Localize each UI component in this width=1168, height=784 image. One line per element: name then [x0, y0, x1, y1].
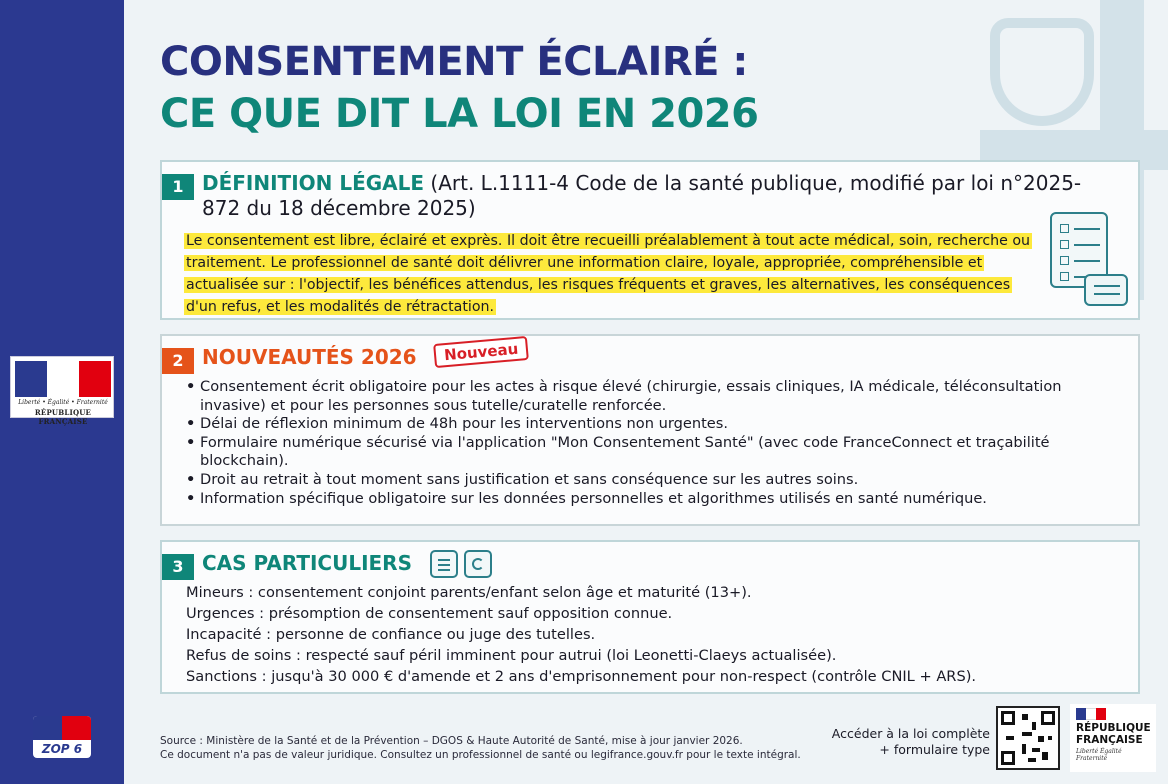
list-item: • Formulaire numérique sécurisé via l'application "Mon Consentement Santé" (avec code FranceConnect et traçabilité blockchain).: [186, 434, 1130, 471]
section-number: 3: [162, 554, 194, 580]
cases-list: [186, 582, 1126, 687]
access-line-2: + formulaire type: [879, 742, 990, 757]
refresh-icon: [464, 550, 492, 578]
section-number: 1: [162, 174, 194, 200]
rf-name: [1076, 722, 1156, 746]
nouveau-stamp: Nouveau: [433, 336, 529, 368]
title-line-2: CE QUE DIT LA LOI EN 2026: [160, 91, 759, 137]
nouveautes-list: [186, 378, 1130, 508]
section-icons: [430, 550, 492, 578]
marianne-flag-icon: [1076, 708, 1106, 720]
background-shield-icon: [990, 18, 1094, 126]
sidebar: [0, 0, 124, 784]
list-item: • Consentement écrit obligatoire pour les actes à risque élevé (chirurgie, essais cliniques, IA médicale, téléconsultation invasive) et pour les personnes sous tutelle/curatelle renforcée.: [186, 378, 1130, 415]
section-definition: [160, 160, 1140, 320]
list-item: Refus de soins : respecté sauf péril imminent pour autrui (loi Leonetti-Claeys actualisée).: [186, 647, 837, 664]
badge-text: ZOP 6: [41, 742, 83, 756]
document-icon: [430, 550, 458, 578]
flag-swoosh-icon: [33, 716, 91, 740]
section-nouveautes: [160, 334, 1140, 526]
rf-motto: Liberté Égalité Fraternité: [1076, 748, 1122, 762]
republique-francaise-logo: [10, 356, 114, 426]
list-item: • Information spécifique obligatoire sur les données personnelles et algorithmes utilisés en santé numérique.: [186, 490, 1130, 509]
highlighted-text: Le consentement est libre, éclairé et exprès. Il doit être recueilli préalablement à tout acte médical, soin, recherche ou traitement. Le professionnel de santé doit délivrer une information claire, loyale, appropriée, compréhensible et actualisée sur : l'objectif, les bénéfices attendus, les risques fréquents et graves, les alternatives, les conséquences d'un refus, et les modalités de rétractation.: [186, 233, 1031, 315]
list-item: Incapacité : personne de confiance ou juge des tutelles.: [186, 626, 596, 643]
logo-motto: Liberté • Égalité • Fraternité: [18, 399, 108, 406]
list-item: • Délai de réflexion minimum de 48h pour les interventions non urgentes.: [186, 415, 1130, 434]
access-law-link[interactable]: [826, 726, 990, 758]
section-cas-particuliers: [160, 540, 1140, 694]
list-item: • Droit au retrait à tout moment sans justification et sans conséquence sur les autres soins.: [186, 471, 1130, 490]
title-line-1: CONSENTEMENT ÉCLAIRÉ :: [160, 39, 748, 85]
section-heading: [202, 171, 1082, 221]
source-line: Source : Ministère de la Santé et de la Prévention – DGOS & Haute Autorité de Santé, mise à jour janvier 2026.: [160, 735, 743, 747]
definition-text: [184, 230, 1044, 318]
chat-bubble-icon: [1084, 274, 1128, 306]
zop-badge: [33, 716, 91, 758]
section-heading: CAS PARTICULIERS: [202, 551, 412, 575]
section-number: 2: [162, 348, 194, 374]
disclaimer-line: Ce document n'a pas de valeur juridique. Consultez un professionnel de santé ou legifrance.gouv.fr pour le texte intégral.: [160, 749, 801, 761]
page-title: [160, 36, 758, 140]
footer-source: [160, 734, 820, 762]
section-heading: NOUVEAUTÉS 2026: [202, 345, 417, 369]
list-item: Urgences : présomption de consentement sauf opposition connue.: [186, 605, 673, 622]
rf-line-2: FRANÇAISE: [1076, 734, 1143, 746]
legal-reference: (Art. L.1111-4 Code de la santé publique, modifié par loi n°2025-872 du 18 décembre 2025): [202, 171, 1082, 220]
list-item: Mineurs : consentement conjoint parents/enfant selon âge et maturité (13+).: [186, 584, 752, 601]
list-item: Sanctions : jusqu'à 30 000 € d'amende et 2 ans d'emprisonnement pour non-respect (contrôle CNIL + ARS).: [186, 668, 977, 685]
republique-francaise-mark: [1070, 704, 1156, 772]
qr-code-icon[interactable]: [996, 706, 1060, 770]
access-line-1: Accéder à la loi complète: [831, 726, 990, 741]
logo-name: RÉPUBLIQUE FRANÇAISE: [34, 408, 92, 426]
section-heading-label: DÉFINITION LÉGALE: [202, 171, 425, 195]
marianne-flag-icon: [15, 361, 111, 397]
rf-line-1: RÉPUBLIQUE: [1076, 722, 1151, 734]
